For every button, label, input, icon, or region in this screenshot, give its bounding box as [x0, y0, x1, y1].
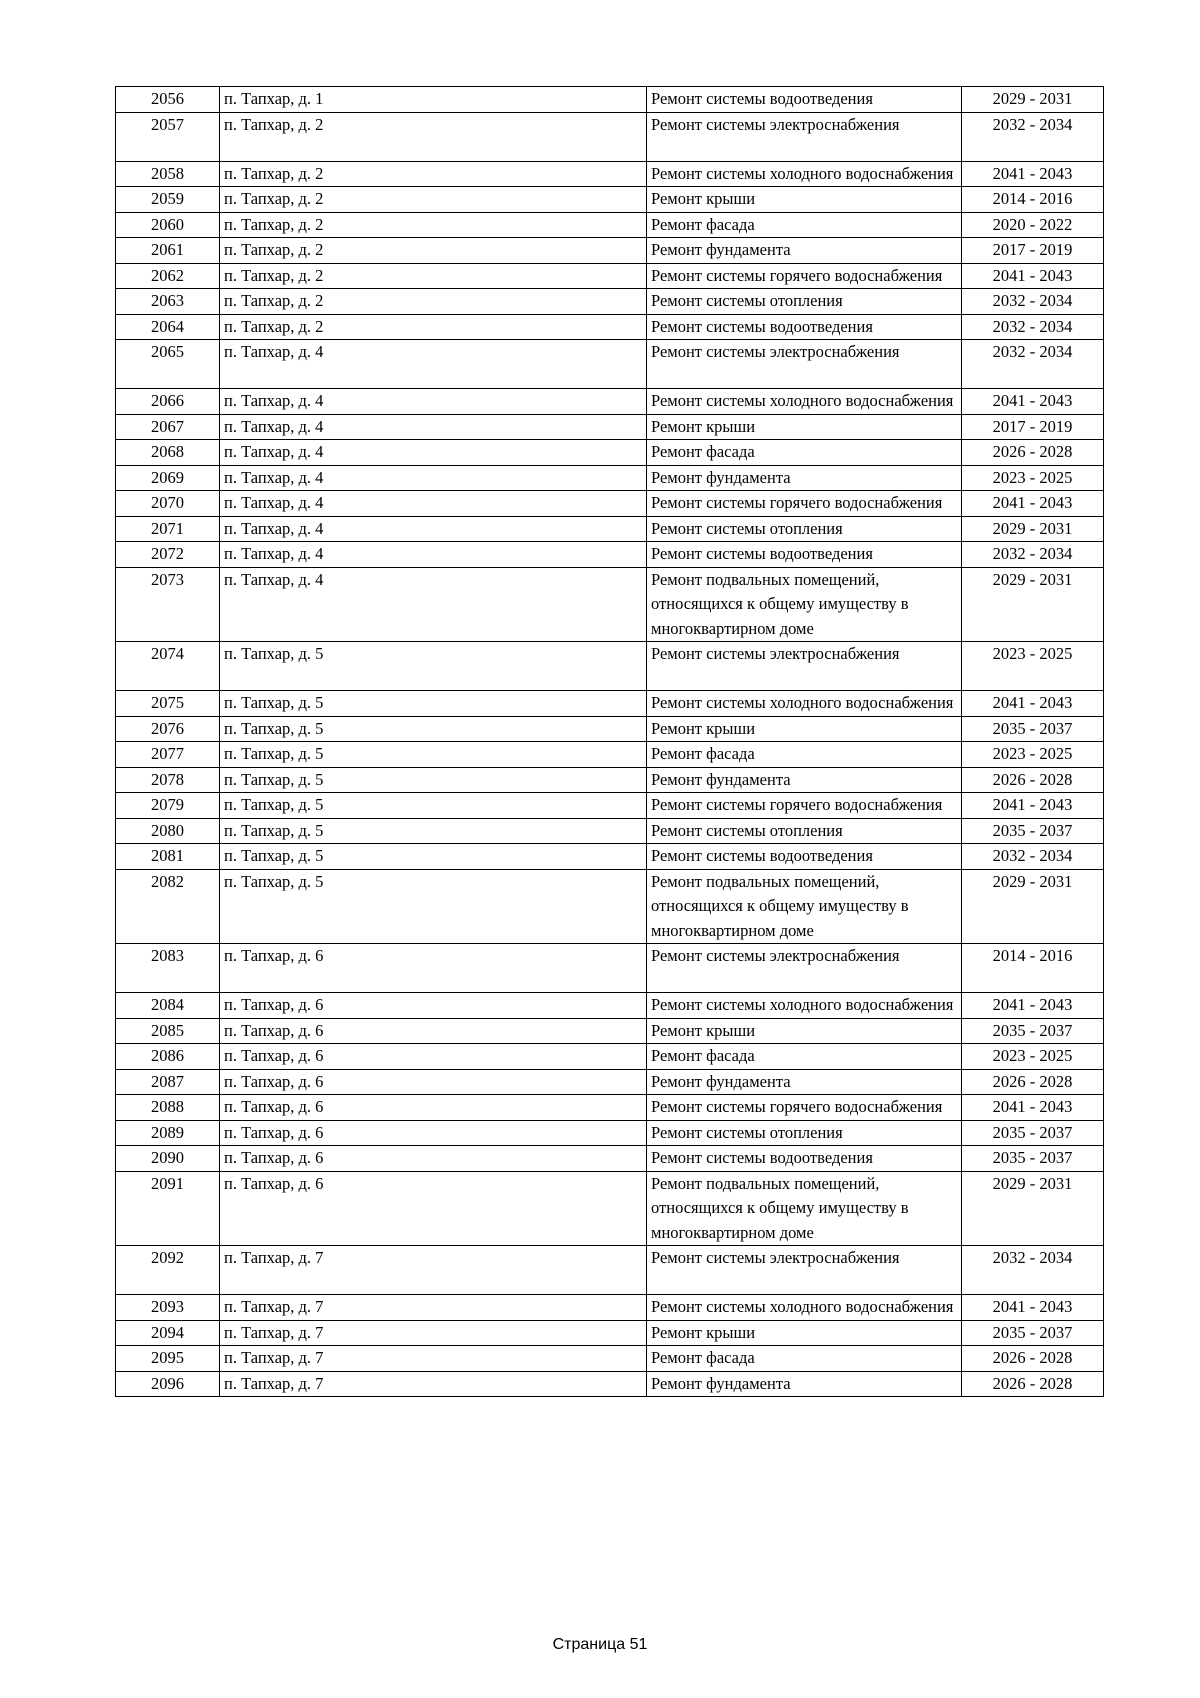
period-cell: 2026 - 2028	[962, 1346, 1104, 1372]
row-number-cell: 2066	[116, 389, 220, 415]
row-number-cell: 2074	[116, 642, 220, 691]
row-number-cell: 2076	[116, 716, 220, 742]
table-row	[116, 1346, 1104, 1372]
table-row	[116, 212, 1104, 238]
table-row	[116, 465, 1104, 491]
period-cell: 2020 - 2022	[962, 212, 1104, 238]
row-number-cell: 2086	[116, 1044, 220, 1070]
table-row	[116, 440, 1104, 466]
work-type-cell: Ремонт фундамента	[647, 767, 962, 793]
table-row	[116, 414, 1104, 440]
work-type-cell: Ремонт крыши	[647, 716, 962, 742]
work-type-cell: Ремонт системы электроснабжения	[647, 642, 962, 691]
table-row	[116, 742, 1104, 768]
table-row	[116, 1044, 1104, 1070]
address-cell: п. Тапхар, д. 7	[220, 1295, 647, 1321]
address-cell: п. Тапхар, д. 2	[220, 212, 647, 238]
row-number-cell: 2071	[116, 516, 220, 542]
period-cell: 2035 - 2037	[962, 1320, 1104, 1346]
table-row	[116, 1171, 1104, 1246]
table-row	[116, 567, 1104, 642]
table-row	[116, 1018, 1104, 1044]
period-cell: 2026 - 2028	[962, 1371, 1104, 1397]
address-cell: п. Тапхар, д. 5	[220, 869, 647, 944]
period-cell: 2035 - 2037	[962, 1120, 1104, 1146]
row-number-cell: 2095	[116, 1346, 220, 1372]
row-number-cell: 2082	[116, 869, 220, 944]
period-cell: 2023 - 2025	[962, 1044, 1104, 1070]
address-cell: п. Тапхар, д. 6	[220, 1018, 647, 1044]
work-type-cell: Ремонт крыши	[647, 187, 962, 213]
table-row	[116, 1371, 1104, 1397]
table-row	[116, 87, 1104, 113]
address-cell: п. Тапхар, д. 4	[220, 340, 647, 389]
address-cell: п. Тапхар, д. 2	[220, 238, 647, 264]
work-type-cell: Ремонт фасада	[647, 440, 962, 466]
work-type-cell: Ремонт крыши	[647, 414, 962, 440]
period-cell: 2041 - 2043	[962, 1295, 1104, 1321]
table-row	[116, 716, 1104, 742]
work-type-cell: Ремонт системы водоотведения	[647, 844, 962, 870]
work-type-cell: Ремонт системы холодного водоснабжения	[647, 1295, 962, 1321]
work-type-cell: Ремонт системы отопления	[647, 1120, 962, 1146]
row-number-cell: 2068	[116, 440, 220, 466]
period-cell: 2035 - 2037	[962, 1146, 1104, 1172]
table-row	[116, 1120, 1104, 1146]
table-row	[116, 818, 1104, 844]
work-type-cell: Ремонт системы водоотведения	[647, 1146, 962, 1172]
work-type-cell: Ремонт системы холодного водоснабжения	[647, 161, 962, 187]
address-cell: п. Тапхар, д. 4	[220, 465, 647, 491]
period-cell: 2026 - 2028	[962, 440, 1104, 466]
period-cell: 2017 - 2019	[962, 414, 1104, 440]
period-cell: 2032 - 2034	[962, 1246, 1104, 1295]
row-number-cell: 2083	[116, 944, 220, 993]
address-cell: п. Тапхар, д. 7	[220, 1371, 647, 1397]
period-cell: 2032 - 2034	[962, 844, 1104, 870]
address-cell: п. Тапхар, д. 5	[220, 818, 647, 844]
address-cell: п. Тапхар, д. 5	[220, 642, 647, 691]
work-type-cell: Ремонт системы холодного водоснабжения	[647, 691, 962, 717]
period-cell: 2041 - 2043	[962, 691, 1104, 717]
period-cell: 2014 - 2016	[962, 944, 1104, 993]
row-number-cell: 2062	[116, 263, 220, 289]
row-number-cell: 2064	[116, 314, 220, 340]
work-type-cell: Ремонт фасада	[647, 212, 962, 238]
address-cell: п. Тапхар, д. 6	[220, 993, 647, 1019]
period-cell: 2041 - 2043	[962, 161, 1104, 187]
table-row	[116, 238, 1104, 264]
address-cell: п. Тапхар, д. 6	[220, 1120, 647, 1146]
table-row	[116, 691, 1104, 717]
address-cell: п. Тапхар, д. 4	[220, 542, 647, 568]
period-cell: 2023 - 2025	[962, 642, 1104, 691]
work-type-cell: Ремонт системы горячего водоснабжения	[647, 793, 962, 819]
row-number-cell: 2072	[116, 542, 220, 568]
row-number-cell: 2073	[116, 567, 220, 642]
row-number-cell: 2094	[116, 1320, 220, 1346]
work-type-cell: Ремонт системы отопления	[647, 516, 962, 542]
address-cell: п. Тапхар, д. 2	[220, 187, 647, 213]
work-type-cell: Ремонт крыши	[647, 1320, 962, 1346]
address-cell: п. Тапхар, д. 2	[220, 161, 647, 187]
row-number-cell: 2067	[116, 414, 220, 440]
table-row	[116, 516, 1104, 542]
row-number-cell: 2085	[116, 1018, 220, 1044]
work-type-cell: Ремонт подвальных помещений, относящихся к общему имуществу в многоквартирном доме	[647, 1171, 962, 1246]
period-cell: 2041 - 2043	[962, 389, 1104, 415]
row-number-cell: 2063	[116, 289, 220, 315]
period-cell: 2041 - 2043	[962, 1095, 1104, 1121]
row-number-cell: 2079	[116, 793, 220, 819]
work-type-cell: Ремонт системы электроснабжения	[647, 112, 962, 161]
row-number-cell: 2059	[116, 187, 220, 213]
period-cell: 2041 - 2043	[962, 263, 1104, 289]
table-row	[116, 869, 1104, 944]
row-number-cell: 2081	[116, 844, 220, 870]
row-number-cell: 2069	[116, 465, 220, 491]
row-number-cell: 2056	[116, 87, 220, 113]
table-row	[116, 767, 1104, 793]
work-type-cell: Ремонт системы горячего водоснабжения	[647, 1095, 962, 1121]
address-cell: п. Тапхар, д. 2	[220, 112, 647, 161]
period-cell: 2029 - 2031	[962, 869, 1104, 944]
address-cell: п. Тапхар, д. 6	[220, 1095, 647, 1121]
table-row	[116, 1246, 1104, 1295]
table-row	[116, 944, 1104, 993]
row-number-cell: 2091	[116, 1171, 220, 1246]
table-row	[116, 389, 1104, 415]
row-number-cell: 2096	[116, 1371, 220, 1397]
period-cell: 2032 - 2034	[962, 112, 1104, 161]
table-row	[116, 542, 1104, 568]
table-row	[116, 642, 1104, 691]
work-type-cell: Ремонт системы электроснабжения	[647, 340, 962, 389]
row-number-cell: 2078	[116, 767, 220, 793]
table-row	[116, 289, 1104, 315]
address-cell: п. Тапхар, д. 6	[220, 1146, 647, 1172]
row-number-cell: 2088	[116, 1095, 220, 1121]
row-number-cell: 2077	[116, 742, 220, 768]
table-row	[116, 1069, 1104, 1095]
work-type-cell: Ремонт системы водоотведения	[647, 87, 962, 113]
period-cell: 2032 - 2034	[962, 314, 1104, 340]
page-number: Страница 51	[552, 1636, 648, 1653]
period-cell: 2026 - 2028	[962, 767, 1104, 793]
table-row	[116, 340, 1104, 389]
address-cell: п. Тапхар, д. 7	[220, 1346, 647, 1372]
table-row	[116, 793, 1104, 819]
work-type-cell: Ремонт фасада	[647, 1044, 962, 1070]
period-cell: 2041 - 2043	[962, 491, 1104, 517]
work-type-cell: Ремонт крыши	[647, 1018, 962, 1044]
period-cell: 2026 - 2028	[962, 1069, 1104, 1095]
work-type-cell: Ремонт фасада	[647, 1346, 962, 1372]
work-type-cell: Ремонт системы электроснабжения	[647, 944, 962, 993]
period-cell: 2029 - 2031	[962, 1171, 1104, 1246]
work-type-cell: Ремонт системы отопления	[647, 289, 962, 315]
period-cell: 2023 - 2025	[962, 465, 1104, 491]
table-row	[116, 1146, 1104, 1172]
table-row	[116, 112, 1104, 161]
address-cell: п. Тапхар, д. 6	[220, 1044, 647, 1070]
address-cell: п. Тапхар, д. 7	[220, 1246, 647, 1295]
row-number-cell: 2080	[116, 818, 220, 844]
address-cell: п. Тапхар, д. 7	[220, 1320, 647, 1346]
work-type-cell: Ремонт системы горячего водоснабжения	[647, 263, 962, 289]
work-type-cell: Ремонт фундамента	[647, 465, 962, 491]
row-number-cell: 2087	[116, 1069, 220, 1095]
row-number-cell: 2058	[116, 161, 220, 187]
row-number-cell: 2060	[116, 212, 220, 238]
row-number-cell: 2084	[116, 993, 220, 1019]
address-cell: п. Тапхар, д. 4	[220, 516, 647, 542]
work-type-cell: Ремонт системы холодного водоснабжения	[647, 389, 962, 415]
period-cell: 2041 - 2043	[962, 993, 1104, 1019]
address-cell: п. Тапхар, д. 4	[220, 414, 647, 440]
repair-schedule-table	[115, 86, 1104, 1397]
period-cell: 2041 - 2043	[962, 793, 1104, 819]
period-cell: 2035 - 2037	[962, 716, 1104, 742]
table-row	[116, 844, 1104, 870]
work-type-cell: Ремонт фундамента	[647, 1371, 962, 1397]
period-cell: 2035 - 2037	[962, 818, 1104, 844]
work-type-cell: Ремонт фундамента	[647, 1069, 962, 1095]
row-number-cell: 2061	[116, 238, 220, 264]
row-number-cell: 2093	[116, 1295, 220, 1321]
address-cell: п. Тапхар, д. 2	[220, 263, 647, 289]
work-type-cell: Ремонт фасада	[647, 742, 962, 768]
work-type-cell: Ремонт системы отопления	[647, 818, 962, 844]
address-cell: п. Тапхар, д. 4	[220, 567, 647, 642]
table-row	[116, 187, 1104, 213]
address-cell: п. Тапхар, д. 5	[220, 793, 647, 819]
row-number-cell: 2090	[116, 1146, 220, 1172]
work-type-cell: Ремонт подвальных помещений, относящихся к общему имуществу в многоквартирном доме	[647, 567, 962, 642]
period-cell: 2029 - 2031	[962, 87, 1104, 113]
document-page	[115, 86, 1103, 1397]
work-type-cell: Ремонт системы холодного водоснабжения	[647, 993, 962, 1019]
work-type-cell: Ремонт фундамента	[647, 238, 962, 264]
address-cell: п. Тапхар, д. 5	[220, 716, 647, 742]
table-row	[116, 1095, 1104, 1121]
address-cell: п. Тапхар, д. 2	[220, 314, 647, 340]
address-cell: п. Тапхар, д. 2	[220, 289, 647, 315]
period-cell: 2035 - 2037	[962, 1018, 1104, 1044]
address-cell: п. Тапхар, д. 5	[220, 742, 647, 768]
period-cell: 2032 - 2034	[962, 542, 1104, 568]
period-cell: 2023 - 2025	[962, 742, 1104, 768]
period-cell: 2032 - 2034	[962, 289, 1104, 315]
work-type-cell: Ремонт подвальных помещений, относящихся к общему имуществу в многоквартирном доме	[647, 869, 962, 944]
table-row	[116, 161, 1104, 187]
address-cell: п. Тапхар, д. 4	[220, 440, 647, 466]
period-cell: 2032 - 2034	[962, 340, 1104, 389]
period-cell: 2029 - 2031	[962, 567, 1104, 642]
row-number-cell: 2057	[116, 112, 220, 161]
table-row	[116, 993, 1104, 1019]
address-cell: п. Тапхар, д. 5	[220, 767, 647, 793]
table-row	[116, 491, 1104, 517]
table-row	[116, 1295, 1104, 1321]
table-row	[116, 1320, 1104, 1346]
work-type-cell: Ремонт системы водоотведения	[647, 542, 962, 568]
work-type-cell: Ремонт системы электроснабжения	[647, 1246, 962, 1295]
address-cell: п. Тапхар, д. 5	[220, 844, 647, 870]
address-cell: п. Тапхар, д. 4	[220, 389, 647, 415]
table-body	[116, 87, 1104, 1397]
row-number-cell: 2089	[116, 1120, 220, 1146]
period-cell: 2029 - 2031	[962, 516, 1104, 542]
row-number-cell: 2070	[116, 491, 220, 517]
table-row	[116, 314, 1104, 340]
address-cell: п. Тапхар, д. 6	[220, 1069, 647, 1095]
period-cell: 2014 - 2016	[962, 187, 1104, 213]
row-number-cell: 2065	[116, 340, 220, 389]
period-cell: 2017 - 2019	[962, 238, 1104, 264]
table-row	[116, 263, 1104, 289]
row-number-cell: 2092	[116, 1246, 220, 1295]
work-type-cell: Ремонт системы водоотведения	[647, 314, 962, 340]
address-cell: п. Тапхар, д. 4	[220, 491, 647, 517]
address-cell: п. Тапхар, д. 6	[220, 944, 647, 993]
address-cell: п. Тапхар, д. 1	[220, 87, 647, 113]
row-number-cell: 2075	[116, 691, 220, 717]
work-type-cell: Ремонт системы горячего водоснабжения	[647, 491, 962, 517]
address-cell: п. Тапхар, д. 6	[220, 1171, 647, 1246]
address-cell: п. Тапхар, д. 5	[220, 691, 647, 717]
